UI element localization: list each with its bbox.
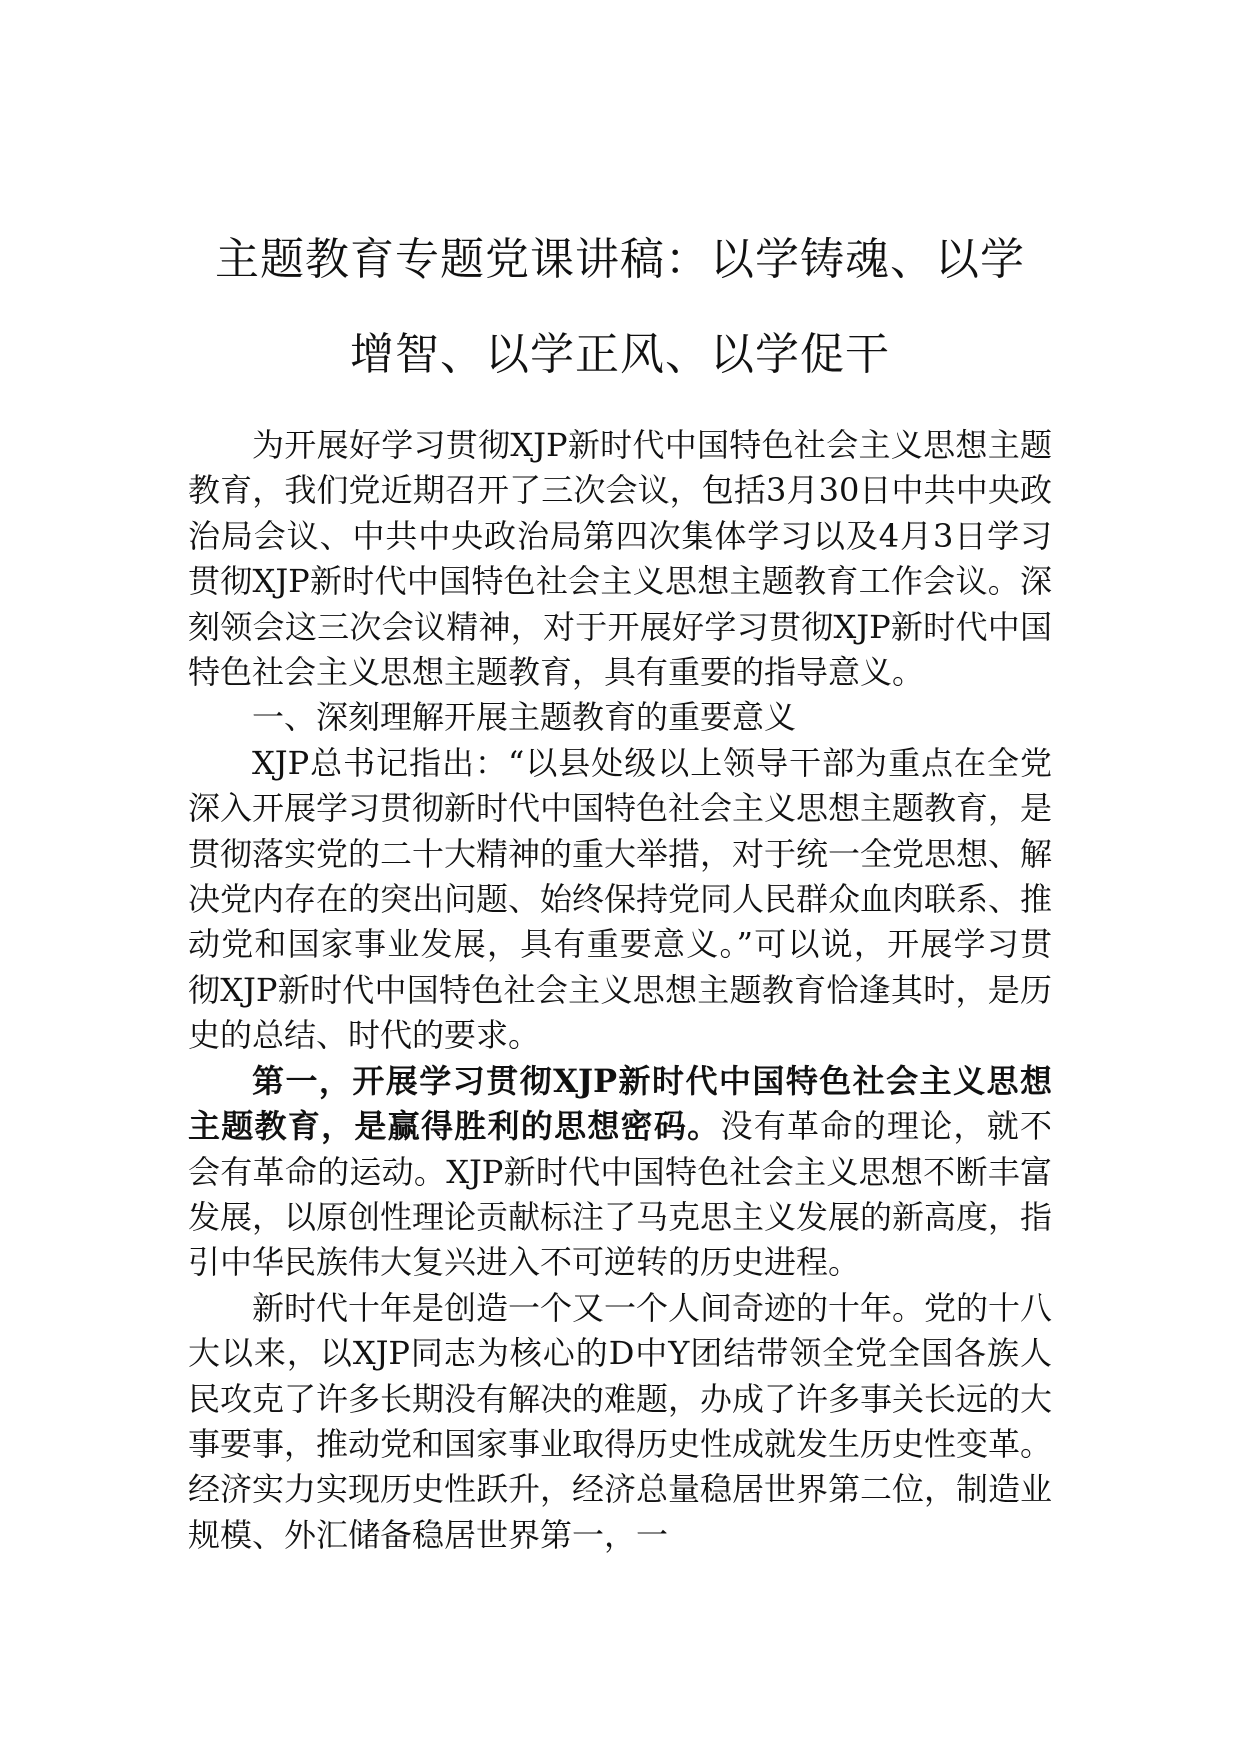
- paragraph-lead-bold: 第一，开展学习贯彻XJP新时代中国特色社会主义思想主题教育，是赢得胜利的思想密码。: [188, 1061, 1052, 1146]
- document-body: [188, 423, 1052, 1558]
- paragraph-new-era: 新时代十年是创造一个又一个人间奇迹的十年。党的十八大以来，以XJP同志为核心的D中Y团结带领全党全国各族人民攻克了许多长期没有解决的难题，办成了许多事关长远的大事要事，推动党和国家事业取得历史性成就发生历史性变革。经济实力实现历史性跃升，经济总量稳居世界第二位，制造业规模、外汇储备稳居世界第一，一: [188, 1288, 1053, 1554]
- section-heading: 一、深刻理解开展主题教育的重要意义: [252, 698, 797, 737]
- paragraph-quote: XJP总书记指出：“以县处级以上领导干部为重点在全党深入开展学习贯彻新时代中国特色社会主义思想主题教育，是贯彻落实党的二十大精神的重大举措，对于统一全党思想、解决党内存在的突出问题、始终保持党同人民群众血肉联系、推动党和国家事业发展，具有重要意义。”可以说，开展学习贯彻XJP新时代中国特色社会主义思想主题教育恰逢其时，是历史的总结、时代的要求。: [188, 743, 1053, 1055]
- paragraph-intro: 为开展好学习贯彻XJP新时代中国特色社会主义思想主题教育，我们党近期召开了三次会议，包括3月30日中共中央政治局会议、中共中央政治局第四次集体学习以及4月3日学习贯彻XJP新时代中国特色社会主义思想主题教育工作会议。深刻领会这三次会议精神，对于开展好学习贯彻XJP新时代中国特色社会主义思想主题教育，具有重要的指导意义。: [188, 426, 1052, 692]
- paragraph-first-point: [188, 1059, 1052, 1286]
- paragraph-first-point-text: 没有革命的理论，就不会有革命的运动。XJP新时代中国特色社会主义思想不断丰富发展，以原创性理论贡献标注了马克思主义发展的新高度，指引中华民族伟大复兴进入不可逆转的历史进程。: [188, 1107, 1053, 1282]
- document-title: [150, 212, 1090, 402]
- title-line-1: 主题教育专题党课讲稿：以学铸魂、以学: [215, 234, 1025, 285]
- title-line-2: 增智、以学正风、以学促干: [350, 329, 890, 380]
